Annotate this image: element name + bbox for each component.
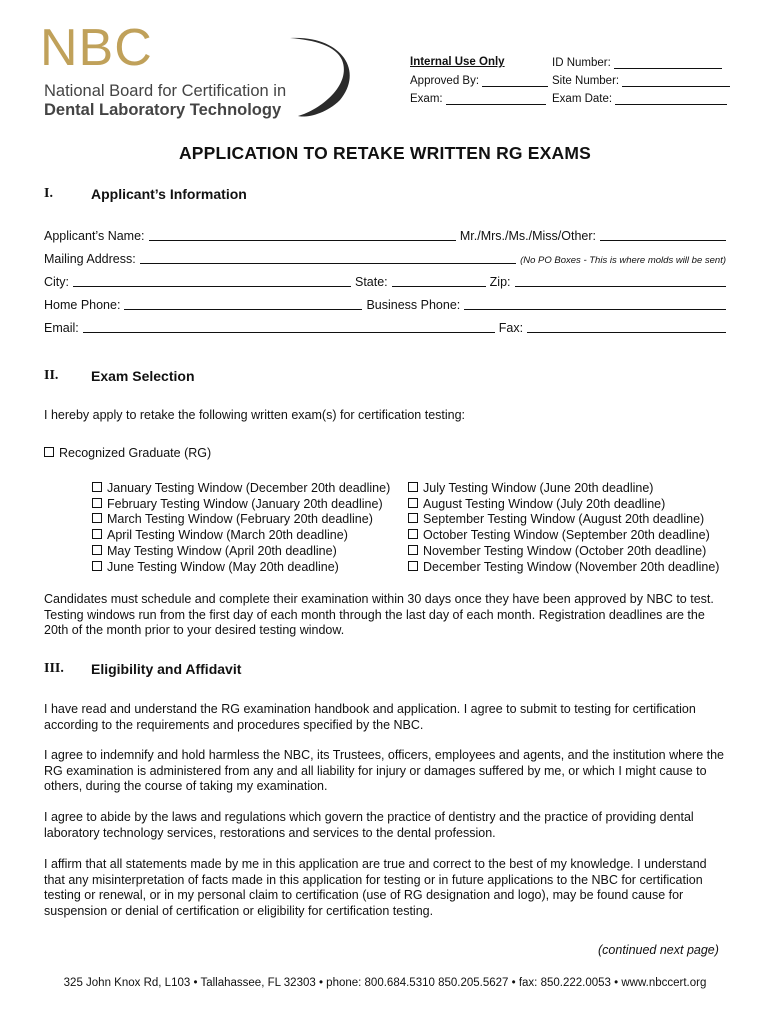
- approved-by-field[interactable]: Approved By:: [410, 74, 548, 87]
- email-label: Email:: [44, 321, 79, 335]
- section-2-number: II.: [44, 368, 59, 383]
- mailing-address-label: Mailing Address:: [44, 252, 136, 266]
- affidavit-paragraph-2: I agree to indemnify and hold harmless the NBC, its Trustees, officers, employees and agents, and the institution where the RG examination is administered from any and all liability for injury or damages suffered by me, or which I might cause to others, during the course of taking my examination.: [44, 748, 725, 794]
- exam-selection-intro: I hereby apply to retake the following written exam(s) for certification testing:: [44, 408, 466, 422]
- id-number-field[interactable]: ID Number:: [552, 56, 722, 69]
- window-option[interactable]: November Testing Window (October 20th deadline): [408, 544, 719, 560]
- email-fax-row: [44, 320, 726, 335]
- home-phone-label: Home Phone:: [44, 298, 121, 312]
- exam-field[interactable]: Exam:: [410, 92, 546, 105]
- phone-row: [44, 297, 726, 312]
- rg-checkbox[interactable]: [44, 447, 54, 457]
- window-checkbox[interactable]: [408, 513, 418, 523]
- section-1-title: Applicant’s Information: [91, 186, 247, 202]
- po-box-note: (No PO Boxes - This is where molds will be sent): [520, 255, 726, 266]
- applicant-name-input[interactable]: [149, 228, 456, 241]
- email-input[interactable]: [83, 320, 495, 333]
- rg-option-label: Recognized Graduate (RG): [59, 446, 212, 460]
- window-checkbox[interactable]: [408, 498, 418, 508]
- zip-label: Zip:: [489, 275, 511, 289]
- testing-window-note: Candidates must schedule and complete their examination within 30 days once they have been approved by NBC to test. Testing windows run from the first day of each month through the last day of each month. Registration deadlines are the 20th of the month prior to your desired testing window.: [44, 592, 714, 638]
- window-checkbox[interactable]: [92, 513, 102, 523]
- business-phone-label: Business Phone:: [366, 298, 461, 312]
- windows-right-column: [408, 481, 719, 575]
- window-checkbox[interactable]: [408, 482, 418, 492]
- window-checkbox[interactable]: [92, 545, 102, 555]
- affidavit-paragraph-4: I affirm that all statements made by me in this application are true and correct to the best of my knowledge. I understand that any misinterpretation of facts made in this application for testing or in future applications to the NBC for certification testing or renewal, or in my personal claim to certification (use of RG designation and logo), may be found cause for suspension or denial of certification or eligibility for certification testing.: [44, 857, 707, 919]
- business-phone-input[interactable]: [464, 297, 726, 310]
- window-checkbox[interactable]: [92, 498, 102, 508]
- window-checkbox[interactable]: [408, 529, 418, 539]
- window-option[interactable]: March Testing Window (February 20th deadline): [92, 512, 390, 528]
- window-checkbox[interactable]: [92, 529, 102, 539]
- fax-input[interactable]: [527, 320, 726, 333]
- site-number-field[interactable]: Site Number:: [552, 74, 730, 87]
- rg-option[interactable]: [44, 446, 729, 462]
- section-3-number: III.: [44, 661, 64, 676]
- home-phone-input[interactable]: [124, 297, 362, 310]
- section-2-title: Exam Selection: [91, 368, 195, 384]
- section-1-number: I.: [44, 186, 53, 201]
- affidavit-paragraph-3: I agree to abide by the laws and regulations which govern the practice of dentistry and the practice of providing dental laboratory technology services, restorations and services to the dental profession.: [44, 810, 694, 840]
- mailing-address-row: [44, 251, 726, 266]
- continued-note: (continued next page): [598, 943, 719, 957]
- section-3-title: Eligibility and Affidavit: [91, 661, 242, 677]
- window-option[interactable]: February Testing Window (January 20th deadline): [92, 497, 390, 513]
- logo-org-line1: National Board for Certification in: [44, 82, 287, 100]
- windows-left-column: [92, 481, 390, 575]
- window-option[interactable]: December Testing Window (November 20th deadline): [408, 560, 719, 576]
- window-option[interactable]: August Testing Window (July 20th deadline): [408, 497, 719, 513]
- applicant-name-label: Applicant’s Name:: [44, 229, 145, 243]
- zip-input[interactable]: [515, 274, 726, 287]
- window-option[interactable]: October Testing Window (September 20th deadline): [408, 528, 719, 544]
- state-input[interactable]: [392, 274, 486, 287]
- logo-acronym: NBC: [40, 19, 153, 77]
- window-checkbox[interactable]: [408, 561, 418, 571]
- city-label: City:: [44, 275, 69, 289]
- window-checkbox[interactable]: [92, 561, 102, 571]
- window-option[interactable]: January Testing Window (December 20th deadline): [92, 481, 390, 497]
- exam-date-field[interactable]: Exam Date:: [552, 92, 727, 105]
- salutation-input[interactable]: [600, 228, 726, 241]
- city-input[interactable]: [73, 274, 351, 287]
- page-title: APPLICATION TO RETAKE WRITTEN RG EXAMS: [178, 143, 592, 163]
- salutation-label: Mr./Mrs./Ms./Miss/Other:: [459, 229, 596, 243]
- logo-org-line2: Dental Laboratory Technology: [44, 101, 282, 119]
- affidavit-paragraph-1: I have read and understand the RG examination handbook and application. I agree to submit to testing for certification according to the requirements and procedures specified by the NBC.: [44, 702, 696, 732]
- applicant-name-row: [44, 228, 726, 243]
- window-checkbox[interactable]: [408, 545, 418, 555]
- mailing-address-input[interactable]: [140, 251, 516, 264]
- logo-swoosh-icon: [270, 30, 370, 120]
- window-checkbox[interactable]: [92, 482, 102, 492]
- window-option[interactable]: June Testing Window (May 20th deadline): [92, 560, 390, 576]
- window-option[interactable]: April Testing Window (March 20th deadline): [92, 528, 390, 544]
- window-option[interactable]: July Testing Window (June 20th deadline): [408, 481, 719, 497]
- window-option[interactable]: September Testing Window (August 20th deadline): [408, 512, 719, 528]
- footer-contact: 325 John Knox Rd, L103 • Tallahassee, FL 32303 • phone: 800.684.5310 850.205.5627 • fax: 850.222.0053 • www.nbccert.org: [63, 977, 707, 989]
- fax-label: Fax:: [498, 321, 524, 335]
- state-label: State:: [355, 275, 388, 289]
- internal-use-heading: Internal Use Only: [410, 56, 505, 68]
- city-state-zip-row: [44, 274, 726, 289]
- window-option[interactable]: May Testing Window (April 20th deadline): [92, 544, 390, 560]
